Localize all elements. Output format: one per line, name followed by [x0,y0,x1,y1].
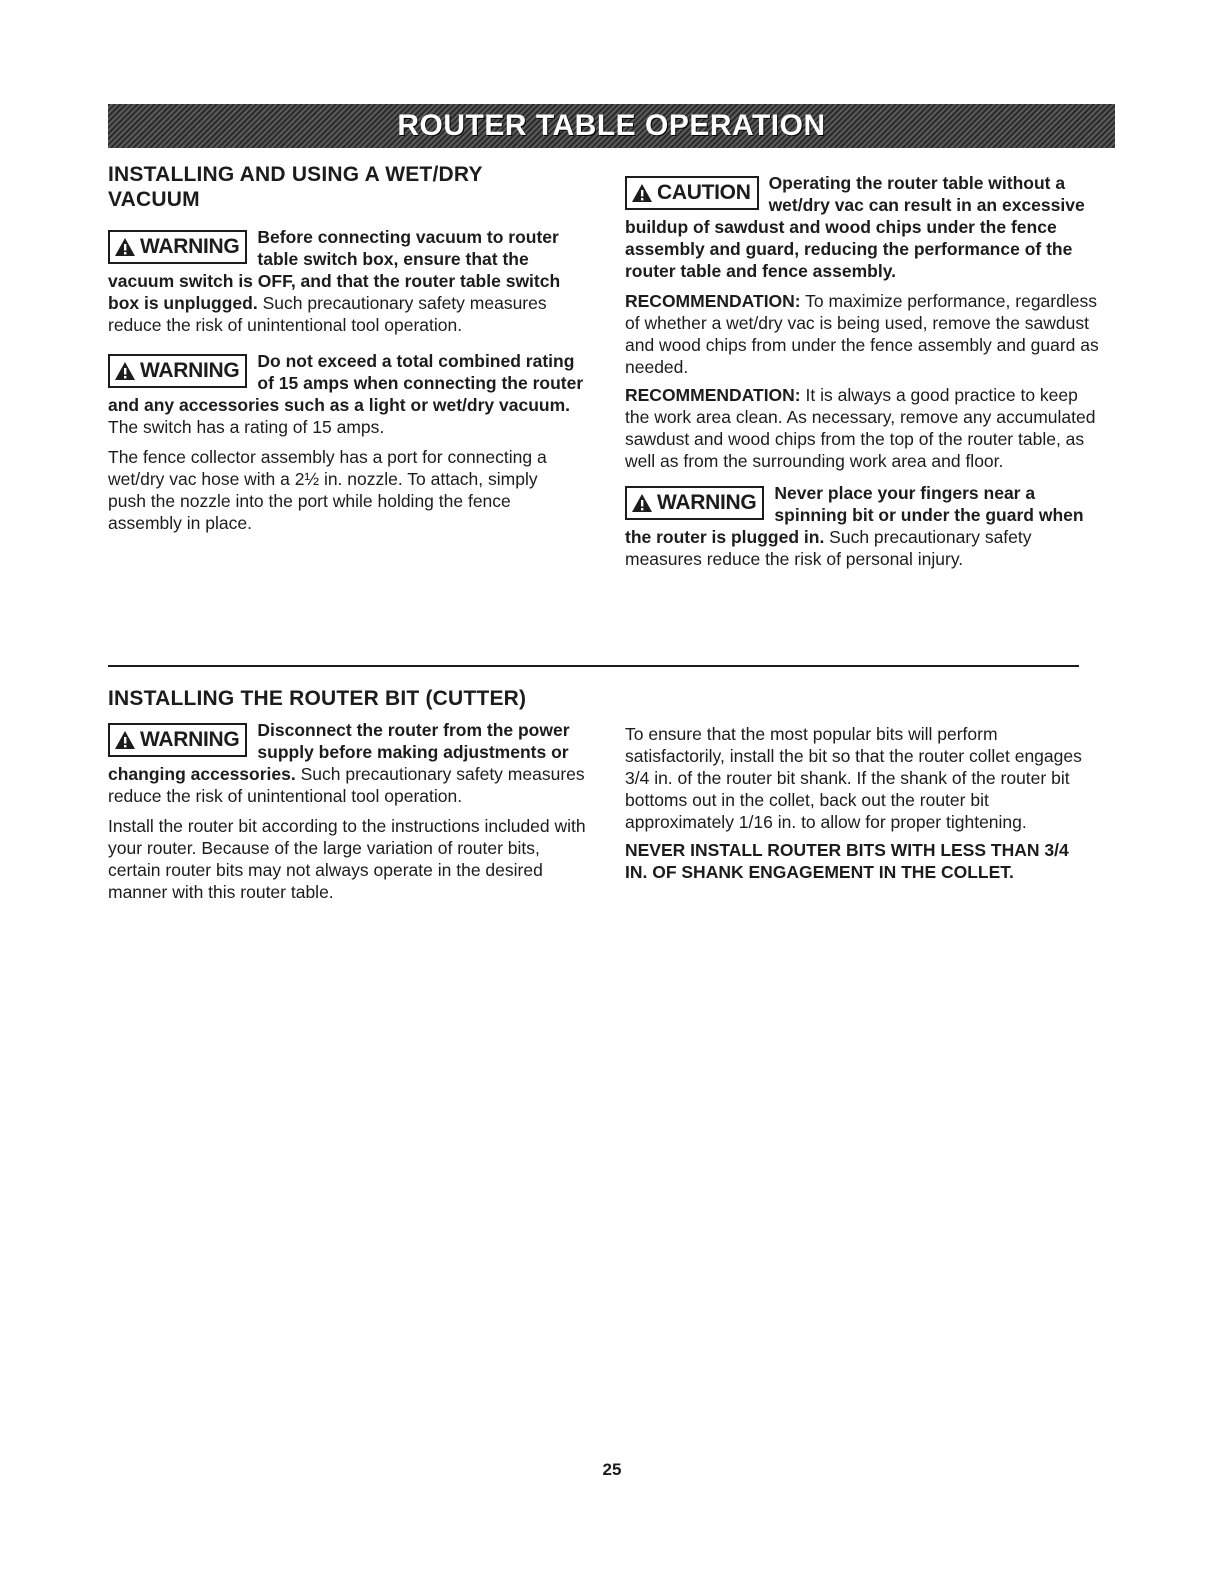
warning-badge [108,723,247,757]
recommendation-label: RECOMMENDATION: [625,291,801,311]
recommendation-text: To maximize performance, regardless of whether a wet/dry vac is being used, remove the sawdust and wood chips from under the fence assembly and guard as needed. [625,291,1099,377]
warning-text-bold: Do not exceed a total combined rating of 15 amps when connecting the router and any accessories such as a light or wet/dry vacuum. [108,351,584,415]
install-bit-paragraph: Install the router bit according to the instructions included with your router. Because of the large variation of router bits, certain router bits may not always operate in the desired manner with this router table. [108,816,586,902]
warning-text-bold: Disconnect the router from the power supply before making adjustments or changing accessories. [108,720,570,784]
warning-badge [625,486,764,520]
section-banner [108,104,1115,148]
caution-text-bold: Operating the router table without a wet/dry vac can result in an excessive buildup of sawdust and wood chips under the fence assembly and guard, reducing the performance of the router table and fence assembly. [625,173,1085,281]
warning-triangle-icon [114,237,136,257]
warning-badge [108,354,247,388]
recommendation-label: RECOMMENDATION: [625,385,801,405]
caution-badge-label: CAUTION [657,181,751,204]
section1-right-column [625,172,1103,578]
warning-triangle-icon [114,361,136,381]
warning-amps [108,350,588,438]
collet-engagement-paragraph: To ensure that the most popular bits will perform satisfactorily, install the bit so that the router collet engages 3/4 in. of the router bit shank. If the shank of the router bit bottoms out in the collet, back out the router bit approximately 1/16 in. to allow for proper tightening. [625,724,1082,832]
fence-collector-paragraph: The fence collector assembly has a port for connecting a wet/dry vac hose with a 2½ in. nozzle. To attach, simply push the nozzle into the port while holding the fence assembly in place. [108,447,547,533]
section1-heading: INSTALLING AND USING A WET/DRY VACUUM [108,163,483,211]
warning-text: Such precautionary safety measures reduce the risk of personal injury. [625,527,1032,569]
warning-text: The switch has a rating of 15 amps. [108,417,385,437]
warning-badge [108,230,247,264]
page-number: 25 [602,1460,622,1479]
section2-left-column [108,686,588,909]
page-title: ROUTER TABLE OPERATION [397,109,826,142]
caution-buildup [625,172,1103,282]
warning-badge-label: WARNING [140,235,240,258]
section-divider [108,665,1079,667]
warning-vacuum-connect [108,226,588,336]
warning-text: Such precautionary safety measures reduce the risk of unintentional tool operation. [108,293,547,335]
warning-triangle-icon [114,730,136,750]
caution-badge [625,176,759,210]
warning-disconnect [108,719,588,807]
warning-triangle-icon [631,493,653,513]
warning-text: Such precautionary safety measures reduce the risk of unintentional tool operation. [108,764,585,806]
section2-heading: INSTALLING THE ROUTER BIT (CUTTER) [108,687,527,710]
warning-badge-label: WARNING [657,491,757,514]
recommendation-text: It is always a good practice to keep the work area clean. As necessary, remove any accumulated sawdust and wood chips from the top of the router table, as well as from the surrounding work area and floor. [625,385,1096,471]
warning-fingers [625,482,1103,570]
warning-text-bold: Never place your fingers near a spinning bit or under the guard when the router is plugged in. [625,483,1084,547]
warning-triangle-icon [631,183,653,203]
section2-right-column [625,723,1095,889]
section1-left-column [108,162,588,540]
recommendation-2 [625,384,1103,472]
shank-engagement-notice: NEVER INSTALL ROUTER BITS WITH LESS THAN 3/4 IN. OF SHANK ENGAGEMENT IN THE COLLET. [625,840,1069,882]
recommendation-1 [625,290,1103,378]
warning-badge-label: WARNING [140,359,240,382]
warning-badge-label: WARNING [140,728,240,751]
warning-text-bold: Before connecting vacuum to router table switch box, ensure that the vacuum switch is OFF, and that the router table switch box is unplugged. [108,227,561,313]
